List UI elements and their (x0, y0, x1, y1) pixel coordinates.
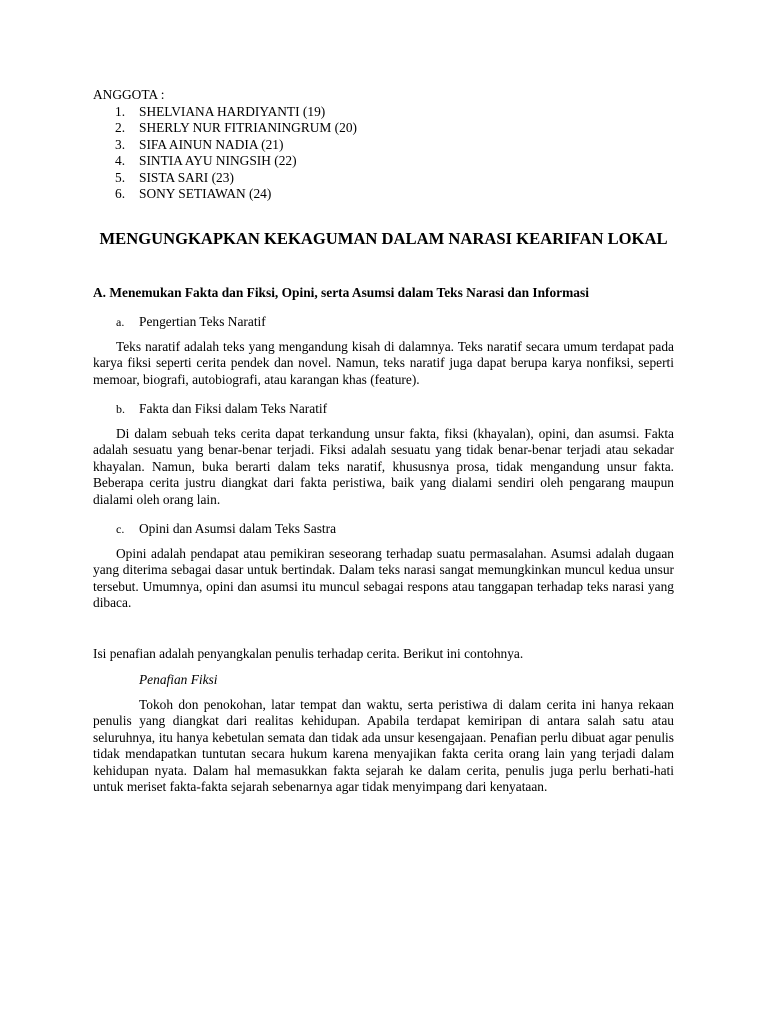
list-item (93, 153, 674, 170)
denial-heading: Penafian Fiksi (139, 672, 218, 687)
denial-paragraph: Tokoh don penokohan, latar tempat dan waktu, serta peristiwa di dalam cerita ini hanya rekaan penulis yang diangkat dari realitas kehidupan. Apabila terdapat kemiripan di antara salah satu atau seluruhnya, itu hanya kebetulan semata dan tidak ada unsur kesengajaan. Penafian perlu dibuat agar penulis tidak mendapatkan tuntutan secara hukum karena menyajikan fakta cerita orang lain yang terjadi dalam kehidupan nyata. Dalam hal memasukkan fakta sejarah ke dalam cerita, penulis juga perlu berhati-hati untuk meriset fakta-fakta sejarah sebenarnya agar tidak menyimpang dari kenyataan. (93, 696, 674, 794)
subheading-marker: c. (116, 522, 125, 536)
members-list (93, 104, 674, 203)
list-item-number: 3. (115, 136, 126, 152)
section-a-heading: A. Menemukan Fakta dan Fiksi, Opini, serta Asumsi dalam Teks Narasi dan Informasi (93, 284, 589, 300)
subheading-title: Pengertian Teks Naratif (139, 314, 266, 329)
member-name: SHELVIANA HARDIYANTI (19) (139, 103, 326, 119)
list-item-number: 1. (115, 103, 126, 119)
member-name: SONY SETIAWAN (24) (139, 186, 272, 201)
list-item-number: 5. (115, 169, 126, 185)
member-name: SHERLY NUR FITRIANINGRUM (20) (139, 120, 357, 135)
member-name: SISTA SARI (23) (139, 169, 234, 185)
subheading-a (93, 314, 674, 331)
paragraph-pengertian: Teks naratif adalah teks yang mengandung kisah di dalamnya. Teks naratif secara umum terdapat pada karya fiksi seperti cerita pendek dan novel. Namun, teks naratif juga dapat berupa karya nonfiksi, seperti memoar, biografi, autobiografi, atau karangan khas (feature). (93, 338, 674, 387)
member-name: SIFA AINUN NADIA (21) (139, 136, 284, 152)
subheading-marker: a. (116, 315, 125, 329)
list-item (93, 104, 674, 121)
list-item (93, 120, 674, 137)
denial-intro: Isi penafian adalah penyangkalan penulis terhadap cerita. Berikut ini contohnya. (93, 645, 524, 661)
list-item (93, 170, 674, 187)
list-item-number: 2. (115, 120, 126, 135)
document-page (93, 87, 674, 796)
subheading-marker: b. (116, 402, 125, 416)
members-block (93, 87, 674, 203)
paragraph-opini-asumsi: Opini adalah pendapat atau pemikiran seseorang terhadap suatu permasalahan. Asumsi adalah dugaan yang diterima sebagai dasar untuk bertindak. Dalam teks narasi sangat memungkinkan muncul kedua unsur tersebut. Umumnya, opini dan asumsi itu muncul sebagai respons atau tanggapan terhadap teks narasi yang dibaca. (93, 545, 674, 610)
subheading-title: Opini dan Asumsi dalam Teks Sastra (139, 521, 337, 536)
list-item (93, 137, 674, 154)
list-item-number: 6. (115, 186, 126, 201)
subheading-b (93, 401, 674, 418)
list-item-number: 4. (115, 153, 126, 168)
paragraph-fakta-fiksi: Di dalam sebuah teks cerita dapat terkandung unsur fakta, fiksi (khayalan), opini, dan asumsi. Fakta adalah sesuatu yang benar-benar terjadi. Fiksi adalah sesuatu yang tidak benar-benar terjadi atau sekadar khayalan. Namun, buka berarti dalam teks naratif, khususnya prosa, tidak mengandung unsur fakta. Beberapa cerita justru diangkat dari fakta peristiwa, baik yang dialami sendiri oleh pengarang maupun dialami oleh orang lain. (93, 425, 674, 507)
member-name: SINTIA AYU NINGSIH (22) (139, 153, 297, 168)
subheading-c (93, 521, 674, 538)
members-heading: ANGGOTA : (93, 87, 165, 102)
list-item (93, 186, 674, 203)
document-title: MENGUNGKAPKAN KEKAGUMAN DALAM NARASI KEARIFAN LOKAL (99, 228, 668, 248)
subheading-title: Fakta dan Fiksi dalam Teks Naratif (139, 401, 328, 416)
